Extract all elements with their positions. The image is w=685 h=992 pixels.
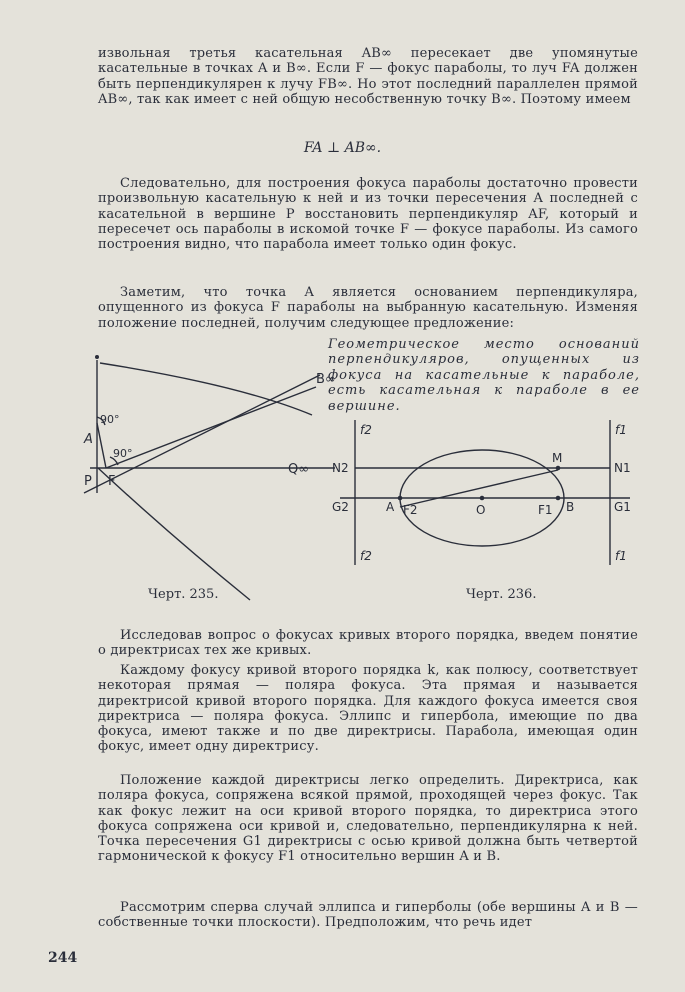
radius-f2-m — [400, 470, 558, 507]
label-n2: N2 — [332, 461, 349, 475]
paragraph-note: Заметим, что точка A является основанием перпендикуляра, опущенного из фокуса F параболы на выбранную касательную. Изменяя положение последней, получим следующее предложение: — [98, 285, 638, 331]
label-q-inf: Q∞ — [288, 462, 310, 477]
figure-236 — [330, 410, 650, 580]
paragraph-ellipse-case: Рассмотрим сперва случай эллипса и гиперболы (обе вершины A и B — собственные точки плоскости). Предположим, что речь идет — [98, 900, 638, 931]
label-f1-bottom: f1 — [615, 549, 627, 563]
label-m: M — [552, 451, 563, 465]
label-f: F — [108, 474, 116, 489]
paragraph-intro: извольная третья касательная AB∞ пересекает две упомянутые касательные в точках A и B∞. Если F — фокус параболы, то луч FA должен быть перпендикулярен к лучу FB∞. Но этот последний параллелен прямой AB∞, так как имеет с ней общую несобственную точку B∞. Поэтому имеем — [98, 46, 638, 107]
tangent-line — [84, 375, 320, 493]
perpendicular-af — [97, 423, 106, 468]
parabola-lower-branch — [98, 468, 250, 600]
paragraph-directrix-intro: Исследовав вопрос о фокусах кривых второго порядка, введем понятие о директрисах тех же кривых. — [98, 628, 638, 659]
label-focus-f1: F1 — [538, 503, 553, 517]
label-a: A — [386, 500, 395, 514]
label-b: B — [566, 500, 575, 514]
label-b-inf: B∞ — [316, 372, 336, 387]
paragraph-position: Положение каждой директрисы легко определить. Директриса, как поляра фокуса, сопряжена всякой прямой, проходящей через фокус. Так как фокус лежит на оси кривой второго порядка, то директриса этого фокуса сопряжена оси кривой и, следовательно, перпендикулярна к ней. Точка пересечения G1 директрисы с осью кривой должна быть четвертой гармонической к фокусу F1 относительно вершин A и B. — [98, 773, 638, 865]
focus-ray — [106, 387, 316, 468]
paragraph-polar: Каждому фокусу кривой второго порядка k, как полюсу, соответствует некоторая прямая — поляра фокуса. Эта прямая и называется директрисой кривой второго порядка. Для каждого фокуса имеется своя директриса — поляра фокуса. Эллипс и гипербола, имеющие по два фокуса, имеют также и по две директрисы. Парабола, имеющая один фокус, имеет одну директрису. — [98, 663, 638, 755]
label-a: A — [84, 432, 93, 447]
label-g1: G1 — [614, 500, 631, 514]
caption-fig-235: Черт. 235. — [148, 587, 219, 602]
label-p: P — [84, 474, 92, 489]
label-n1: N1 — [614, 461, 631, 475]
label-focus-f2: F2 — [403, 503, 418, 517]
paragraph-construction: Следовательно, для построения фокуса параболы достаточно провести произвольную касательную к ней и из точки пересечения A последней с касательной в вершине P восстановить перпендикуляр AF, который и пересечет ось параболы в искомой точке F — фокусе параболы. Из самого построения видно, что парабола имеет только один фокус. — [98, 176, 638, 253]
label-g2: G2 — [332, 500, 349, 514]
label-f1-top: f1 — [615, 423, 627, 437]
label-angle-2: 90° — [113, 447, 133, 460]
label-o: O — [476, 503, 486, 517]
parabola-upper-branch — [100, 363, 312, 415]
theorem-text: Геометрическое место оснований перпендикуляров, опущенных из фокуса на касательные к параболе, есть касательная к параболе в ее вершине. — [328, 337, 640, 414]
caption-fig-236: Черт. 236. — [466, 587, 537, 602]
label-angle-1: 90° — [100, 413, 120, 426]
formula-fa-perp: FA ⊥ AB∞. — [303, 140, 382, 156]
page-number: 244 — [48, 950, 78, 966]
label-f2-bottom: f2 — [360, 549, 372, 563]
figure-235 — [80, 345, 340, 615]
label-f2-top: f2 — [360, 423, 372, 437]
